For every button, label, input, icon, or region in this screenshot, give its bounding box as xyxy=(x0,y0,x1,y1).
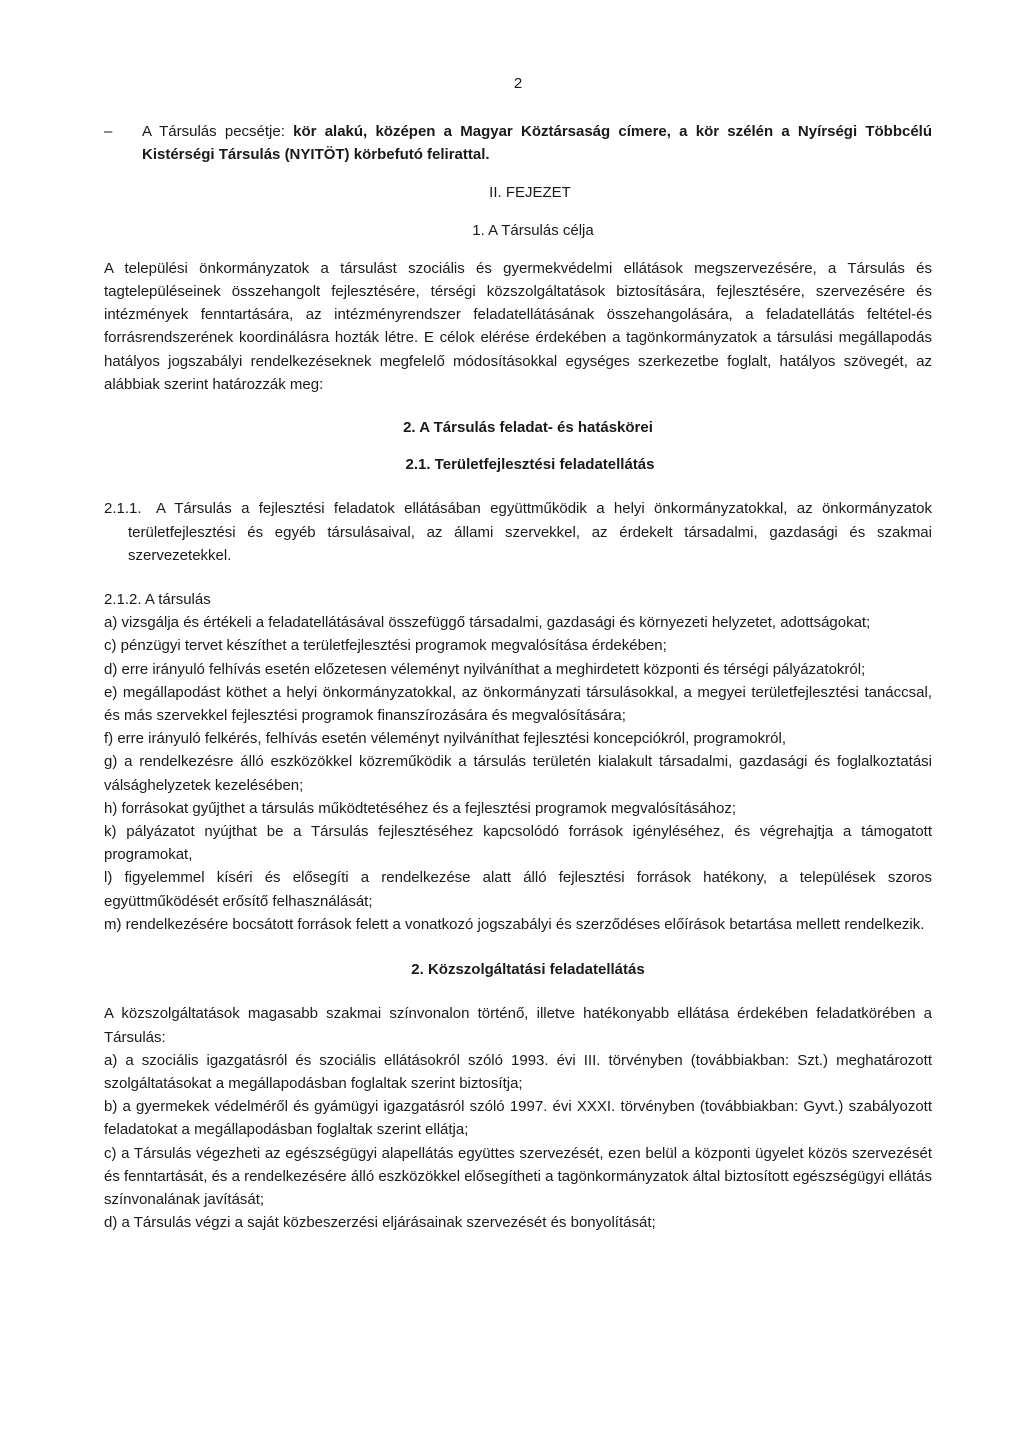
section-2-1-title: 2.1. Területfejlesztési feladatellátás xyxy=(405,456,655,474)
list-dash: – xyxy=(104,123,113,140)
list-item: a) a szociális igazgatásról és szociális ellátásokról szóló 1993. évi III. törvényben (továbbiakban: Szt.) meghatározott szolgáltatásokat a megállapodásban foglaltak szerint biztosítja; xyxy=(104,1051,932,1092)
document-body xyxy=(104,120,932,1234)
list-item: b) a gyermekek védelméről és gyámügyi igazgatásról szóló 1997. évi XXXI. törvényben (továbbiakban: Gyvt.) szabályozott feladatokat a megállapodásban foglaltak szerint ellátja; xyxy=(104,1098,932,1139)
section-intro: A közszolgáltatások magasabb szakmai színvonalon történő, illetve hatékonyabb ellátása érdekében feladatkörében a Társulás: xyxy=(104,1005,932,1046)
list-item: f) erre irányuló felkérés, felhívás esetén véleményt nyilváníthat fejlesztési koncepciókról, programokról, xyxy=(104,730,786,748)
list-item: c) a Társulás végezheti az egészségügyi alapellátás együttes szervezését, ezen belül a központi ügyelet közös szervezését és fenntartását, és a rendelkezésére álló eszközökkel elősegítheti a tagönkormányzatok által biztosított egészségügyi ellátás színvonalának javítását; xyxy=(104,1144,932,1208)
list-item: h) forrásokat gyűjthet a társulás működtetéséhez és a fejlesztési programok megvalósításához; xyxy=(104,799,736,817)
section-2-title: 2. A Társulás feladat- és hatáskörei xyxy=(403,419,653,437)
list-item: k) pályázatot nyújthat be a Társulás fejlesztéséhez kapcsolódó források igényléséhez, és végrehajtja a támogatott programokat, xyxy=(104,823,932,864)
paragraph-heading: 2.1.2. A társulás xyxy=(104,591,211,609)
list-item: g) a rendelkezésre álló eszközökkel közreműködik a társulás területén kialakult társadalmi, gazdasági és foglalkoztatási válsághelyzetek kezelésében; xyxy=(104,753,932,794)
seal-lead: A Társulás pecsétje: xyxy=(142,123,285,140)
list-item: d) erre irányuló felhívás esetén előzetesen véleményt nyilváníthat a meghirdetett központi és térségi pályázatokról; xyxy=(104,660,866,678)
list-item: c) pénzügyi tervet készíthet a területfejlesztési programok megvalósítása érdekében; xyxy=(104,637,667,655)
paragraph-2-1-2 xyxy=(104,588,932,936)
section-2-2-body xyxy=(104,1002,932,1234)
paragraph-number: 2.1.1. xyxy=(104,500,142,518)
list-item: m) rendelkezésére bocsátott források felett a vonatkozó jogszabályi és szerződéses előírások betartása mellett rendelkezik. xyxy=(104,915,925,933)
list-item: a) vizsgálja és értékeli a feladatellátásával összefüggő társadalmi, gazdasági és környezeti helyzetet, adottságokat; xyxy=(104,614,871,632)
list-item: l) figyelemmel kíséri és elősegíti a rendelkezése alatt álló fejlesztési források hatékony, a települések szoros együttműködését erősítő felhasználását; xyxy=(104,869,932,910)
paragraph-text: A Társulás a fejlesztési feladatok ellátásában együttműködik a helyi önkormányzatokkal, az önkormányzatok területfejlesztési és egyéb társulásaival, az állami szervekkel, az érdekelt társadalmi, gazdasági és szakmai szervezetekkel. xyxy=(128,500,932,564)
chapter-title: II. FEJEZET xyxy=(489,184,571,202)
seal-text: kör alakú, középen a Magyar Köztársaság címere, a kör szélén a Nyírségi Többcélú Kistérségi Társulás (NYITÖT) körbefutó felirattal. xyxy=(142,123,933,164)
list-item: d) a Társulás végzi a saját közbeszerzési eljárásainak szervezését és bonyolítását; xyxy=(104,1214,656,1232)
seal-description xyxy=(104,120,932,166)
page-number: 2 xyxy=(513,75,523,92)
section-2-2-title: 2. Közszolgáltatási feladatellátás xyxy=(411,961,645,979)
section-1-title: 1. A Társulás célja xyxy=(472,221,594,239)
paragraph-2-1-1-body xyxy=(104,497,932,567)
paragraph-2-1-1 xyxy=(104,497,932,567)
section-1-text: A települési önkormányzatok a társulást szociális és gyermekvédelmi ellátások megszervezésére, a Társulás és tagtelepüléseinek összehangolt fejlesztésére, térségi közszolgáltatások biztosítására, fejlesztésére, szervezésére és intézmények fenntartására, az intézményrendszer feladatellátásának összehangolására, a feladatellátás feltétel-és forrásrendszerének koordinálásra hozták létre. E célok elérése érdekében a tagönkormányzatok a társulási megállapodás hatályos jogszabályi rendelkezéseknek megfelelő módosításokkal egységes szerkezetbe foglalt, hatályos szövegét, az alábbiak szerint határozzák meg: xyxy=(104,259,932,393)
list-item: e) megállapodást köthet a helyi önkormányzatokkal, az önkormányzati társulásokkal, a megyei területfejlesztési tanáccsal, és más szervekkel fejlesztési programok finanszírozására és megvalósítására; xyxy=(104,683,932,725)
